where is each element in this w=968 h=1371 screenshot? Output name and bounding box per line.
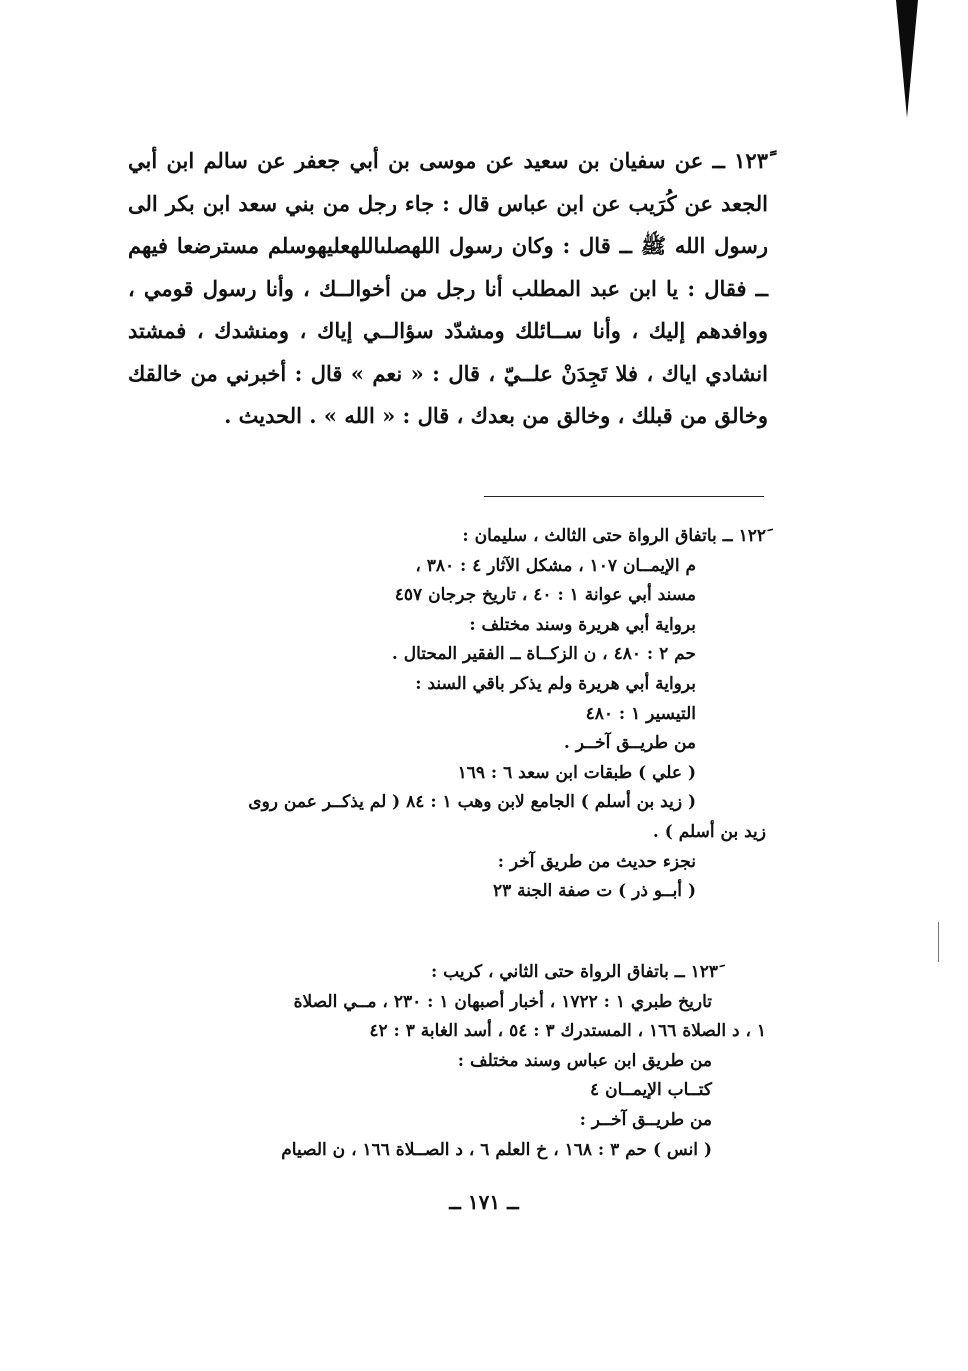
footnote-line: برواية أبي هريرة وسند مختلف : bbox=[469, 614, 696, 635]
footnote-line: ١ ، د الصلاة ١٦٦ ، المستدرك ٣ : ٥٤ ، أسد الغابة ٣ : ٤٢ bbox=[369, 1021, 766, 1042]
footnote-line: ( علي ) طبقات ابن سعد ٦ : ١٦٩ bbox=[457, 762, 696, 783]
footnote-separator bbox=[484, 496, 764, 497]
footnote-line: م الإيمــان ١٠٧ ، مشكل الآثار ٤ : ٣٨٠ ، bbox=[415, 555, 696, 576]
footnote-line: مسند أبي عوانة ١ : ٤٠ ، تاريخ جرجان ٤٥٧ bbox=[394, 585, 696, 606]
page-edge-mark bbox=[896, 0, 918, 118]
footnote-122 bbox=[126, 522, 766, 907]
footnote-line: برواية أبي هريرة ولم يذكر باقي السند : bbox=[415, 673, 696, 694]
footnote-line: نجزء حديث من طريق آخر : bbox=[497, 851, 696, 872]
footnote-line: ( أبــو ذر ) ت صفة الجنة ٢٣ bbox=[492, 881, 696, 902]
footnote-line: تاريخ طبري ١ : ١٧٢٢ ، أخبار أصبهان ١ : ٢٣٠ ، مــي الصلاة bbox=[293, 991, 712, 1012]
footnote-123 bbox=[126, 958, 766, 1165]
footnote-line: من طريــق آخــر . bbox=[563, 733, 696, 754]
footnote-line: ( انس ) حم ٣ : ١٦٨ ، خ العلم ٦ ، د الصــلاة ١٦٦ ، ن الصيام bbox=[281, 1139, 712, 1160]
hadith-text bbox=[128, 140, 768, 438]
footnote-line: من طريق ابن عباس وسند مختلف : bbox=[457, 1050, 712, 1071]
page-number: ــ ١٧١ ــ bbox=[449, 1190, 519, 1214]
footnote-line: حم ٢ : ٤٨٠ ، ن الزكــاة ــ الفقير المحتال . bbox=[391, 644, 696, 665]
footnote-line: من طريــق آخــر : bbox=[579, 1109, 712, 1130]
hadith-paragraph: ١٢٣ً ــ عن سفيان بن سعيد عن موسى بن أبي جعفر عن سالم ابن أبي الجعد عن كُرَيب عن ابن عباس قال : جاء رجل من بني سعد ابن بكر الى رسول الله ﷺ ــ قال : وكان رسول اللهصلىاللهعليهوسلم مسترضعا فيهم ــ فقال : يا ابن عبد المطلب أنا رجل من أخوالــك ، وأنا رسول قومي ، ووافدهم إليك ، وأنا ســائلك ومشدّد سؤالــي إياك ، ومنشدك ، فمشتد انشادي اياك ، فلا تَجِدَنْ علــيّ ، قال : « نعم » قال : أخبرني من خالقك وخالق من قبلك ، وخالق من بعدك ، قال : « الله » . الحديث . bbox=[128, 148, 768, 428]
margin-mark bbox=[938, 922, 939, 962]
footnote-line: التيسير ١ : ٤٨٠ bbox=[585, 703, 696, 724]
footnote-line: كتــاب الإيمــان ٤ bbox=[590, 1080, 712, 1101]
footnote-line: ١٢٢َ ــ باتفاق الرواة حتى الثالث ، سليمان : bbox=[462, 526, 766, 546]
footnote-line: زيد بن أسلم ) . bbox=[652, 821, 766, 842]
footnote-line: ( زيد بن أسلم ) الجامع لابن وهب ١ : ٨٤ ( لم يذكــر عمن روى bbox=[248, 792, 696, 813]
footnote-line: ١٢٣َ ــ باتفاق الرواة حتى الثاني ، كريب : bbox=[430, 962, 718, 982]
